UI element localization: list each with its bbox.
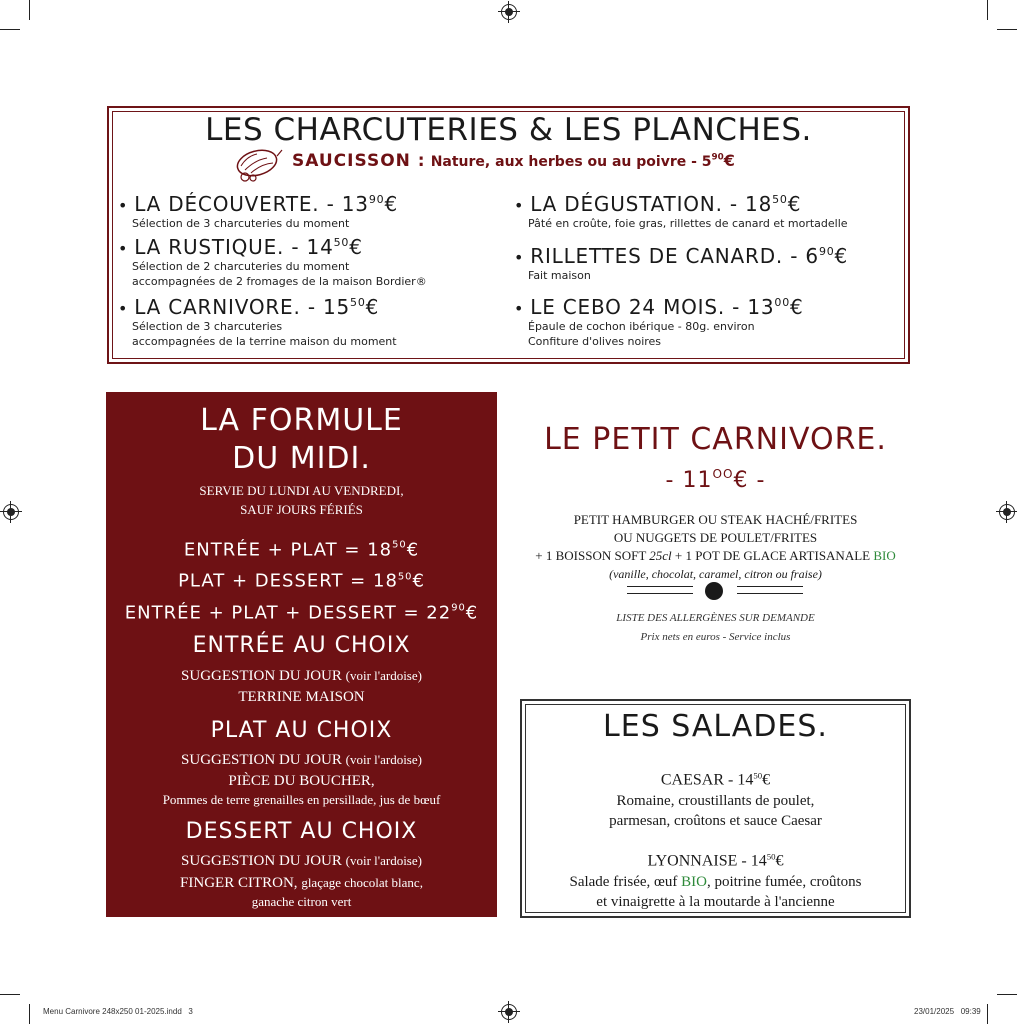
item-cents: 50 <box>350 295 366 309</box>
caesar-name: CAESAR - $14^{50}€$ <box>660 770 771 789</box>
petit-carnivore-price-suffix: € - <box>733 468 766 494</box>
lyonnaise-desc-text: , poitrine fumée, croûtons <box>706 873 862 890</box>
petit-carnivore-line-3 <box>517 547 914 565</box>
lyonnaise-desc-2: et vinaigrette à la moutarde à l'ancienne <box>596 893 835 910</box>
formule-price: PLAT + DESSERT = $18^{50}€$ <box>178 570 425 592</box>
item-name: LA DÉGUSTATION. - 18 <box>530 192 773 216</box>
charcuteries-title: LES CHARCUTERIES & LES PLANCHES. <box>205 112 812 148</box>
dessert-title: DESSERT AU CHOIX <box>185 819 418 844</box>
item-desc: accompagnées de 2 fromages de la maison Bordier® <box>132 275 427 288</box>
item-cents: 90 <box>368 192 385 206</box>
item-desc: Sélection de 3 charcuteries <box>132 320 283 333</box>
item-desc: Pâté en croûte, foie gras, rillettes de canard et mortadelle <box>528 217 848 230</box>
petit-carnivore-line-4: (vanille, chocolat, caramel, citron ou fraise) <box>609 567 822 582</box>
item-desc: Épaule de cochon ibérique - 80g. environ <box>528 320 755 333</box>
salades-section <box>520 699 911 918</box>
item-cents: 00 <box>774 295 791 309</box>
item-name: LA RUSTIQUE. - 14 <box>134 235 334 259</box>
allergens-note: LISTE DES ALLERGÈNES SUR DEMANDE <box>616 612 815 624</box>
item-cents: 50 <box>333 235 350 249</box>
plat-suggestion: SUGGESTION DU JOUR <box>181 752 342 768</box>
entree-suggestion: SUGGESTION DU JOUR <box>181 668 342 684</box>
saucisson-desc: Nature, aux herbes ou au poivre - 5 <box>430 154 712 170</box>
prices-note: Prix nets en euros - Service inclus <box>640 631 791 643</box>
lyonnaise-cents: 50 <box>766 851 776 861</box>
lyonnaise-name: LYONNAISE - $14^{50}€$ <box>647 851 784 870</box>
formule-price-label: ENTRÉE + PLAT + DESSERT = 22 <box>124 602 452 624</box>
registration-mark-icon <box>501 4 517 20</box>
item-desc: Sélection de 3 charcuteries du moment <box>132 217 350 230</box>
item-cents: 50 <box>772 192 788 206</box>
petit-carnivore-price-main: - 11 <box>665 468 713 494</box>
dessert-line-2 <box>106 872 497 894</box>
dessert-item: FINGER CITRON, <box>180 875 298 891</box>
formule-price: ENTRÉE + PLAT = $18^{50}€$ <box>183 539 420 561</box>
plat-line-3: Pommes de terre grenailles en persillade, jus de bœuf <box>162 792 441 807</box>
dessert-line-1 <box>106 850 497 872</box>
salades-title: LES SALADES. <box>603 709 828 744</box>
crop-mark <box>29 1004 30 1024</box>
item-desc: accompagnées de la terrine maison du moment <box>132 335 397 348</box>
petit-carnivore-price <box>517 460 914 495</box>
charcuterie-item: • LA DÉGUSTATION. - $18^{50}€$ Pâté en croûte, foie gras, rillettes de canard et mortadelle <box>514 192 848 230</box>
bio-label: BIO <box>873 548 896 564</box>
saucisson-line: SAUCISSON : Nature, aux herbes ou au poivre - $5^{90}€$ <box>292 151 735 171</box>
crop-mark <box>997 29 1017 30</box>
divider <box>627 582 804 600</box>
formule-price-label: PLAT + DESSERT = 18 <box>178 570 398 592</box>
plat-note: (voir l'ardoise) <box>345 752 422 767</box>
boisson-text: + 1 BOISSON SOFT <box>535 548 647 564</box>
lyonnaise-desc-text: Salade frisée, œuf <box>569 873 678 890</box>
entree-line-1 <box>106 665 497 687</box>
crop-mark <box>0 994 20 995</box>
dessert-note: (voir l'ardoise) <box>345 853 422 868</box>
bio-label: BIO <box>681 873 707 890</box>
crop-mark <box>0 29 20 30</box>
formule-title-line1: LA FORMULE <box>200 403 403 438</box>
formule-price-cents: 50 <box>397 571 413 583</box>
item-name: LE CEBO 24 MOIS. - 13 <box>530 295 775 319</box>
registration-mark-icon <box>3 504 19 520</box>
registration-mark-icon <box>501 1004 517 1020</box>
caesar-desc-2: parmesan, croûtons et sauce Caesar <box>609 812 822 829</box>
crop-mark <box>29 0 30 20</box>
item-desc: Fait maison <box>528 269 591 282</box>
petit-carnivore-line-2: OU NUGGETS DE POULET/FRITES <box>613 530 818 546</box>
item-name: LA CARNIVORE. - 15 <box>134 295 351 319</box>
charcuteries-section <box>107 106 910 364</box>
formule-price-cents: 90 <box>451 602 466 614</box>
entree-title: ENTRÉE AU CHOIX <box>192 633 411 658</box>
charcuterie-item: • LA CARNIVORE. - $15^{50}€$ Sélection de 3 charcuteries accompagnées de la terrine maison du moment <box>118 295 397 348</box>
caesar-desc-1: Romaine, croustillants de poulet, <box>616 792 815 809</box>
plat-line-1 <box>106 749 497 771</box>
boisson-volume: 25cl <box>649 548 672 564</box>
petit-carnivore-title: LE PETIT CARNIVORE. <box>544 422 887 457</box>
dessert-item-note: glaçage chocolat blanc, <box>301 875 423 890</box>
crop-mark <box>987 1004 988 1024</box>
charcuterie-item: • LA RUSTIQUE. - $14^{50}€$ Sélection de 2 charcuteries du moment accompagnées de 2 fromages de la maison Bordier® <box>118 235 427 288</box>
footer-date: 23/01/2025 09:39 <box>914 1007 981 1016</box>
caesar-cents: 50 <box>753 770 763 780</box>
entree-note: (voir l'ardoise) <box>345 668 422 683</box>
formule-price: ENTRÉE + PLAT + DESSERT = $22^{90}€$ <box>124 602 479 624</box>
petit-carnivore-section <box>517 420 914 583</box>
crop-mark <box>997 994 1017 995</box>
charcuterie-item: • RILLETTES DE CANARD. - $6^{90}€$ Fait maison <box>514 244 849 282</box>
dessert-line-3: ganache citron vert <box>251 894 352 909</box>
formule-midi-section <box>106 392 497 917</box>
petit-carnivore-line-1: PETIT HAMBURGER OU STEAK HACHÉ/FRITES <box>573 512 858 528</box>
item-name: RILLETTES DE CANARD. - 6 <box>530 244 819 268</box>
formule-subtitle-2: SAUF JOURS FÉRIÉS <box>240 502 363 517</box>
charcuterie-item: • LE CEBO 24 MOIS. - $13^{00}€$ Épaule de cochon ibérique - 80g. environ Confiture d'olives noires <box>514 295 804 348</box>
crop-mark <box>987 0 988 20</box>
saucisson-cents: 90 <box>711 152 724 163</box>
plat-line-2: PIÈCE DU BOUCHER, <box>228 773 375 789</box>
item-cents: 90 <box>818 244 835 258</box>
entree-line-2: TERRINE MAISON <box>238 689 365 705</box>
formule-price-label: ENTRÉE + PLAT = 18 <box>183 539 393 561</box>
glace-text: + 1 POT DE GLACE ARTISANALE <box>674 548 871 564</box>
plat-title: PLAT AU CHOIX <box>210 718 393 743</box>
item-desc: Sélection de 2 charcuteries du moment <box>132 260 350 273</box>
lyonnaise-desc-1 <box>522 872 909 892</box>
charcuterie-item: • LA DÉCOUVERTE. - $13^{90}€$ Sélection de 3 charcuteries du moment <box>118 192 398 230</box>
saucisson-label: SAUCISSON : <box>292 151 426 171</box>
formule-title-line2: DU MIDI. <box>232 441 371 476</box>
caesar-label: CAESAR - 14 <box>660 771 754 789</box>
petit-carnivore-price-cents: OO <box>712 467 734 481</box>
lyonnaise-label: LYONNAISE - 14 <box>647 852 767 870</box>
item-name: LA DÉCOUVERTE. - 13 <box>134 192 369 216</box>
footer-file: Menu Carnivore 248x250 01-2025.indd 3 <box>43 1007 193 1016</box>
dessert-suggestion: SUGGESTION DU JOUR <box>181 853 342 869</box>
saucisson-icon <box>233 144 285 182</box>
registration-mark-icon <box>999 504 1015 520</box>
item-desc: Confiture d'olives noires <box>528 335 662 348</box>
formule-subtitle-1: SERVIE DU LUNDI AU VENDREDI, <box>199 483 404 498</box>
formule-price-cents: 50 <box>392 540 407 551</box>
